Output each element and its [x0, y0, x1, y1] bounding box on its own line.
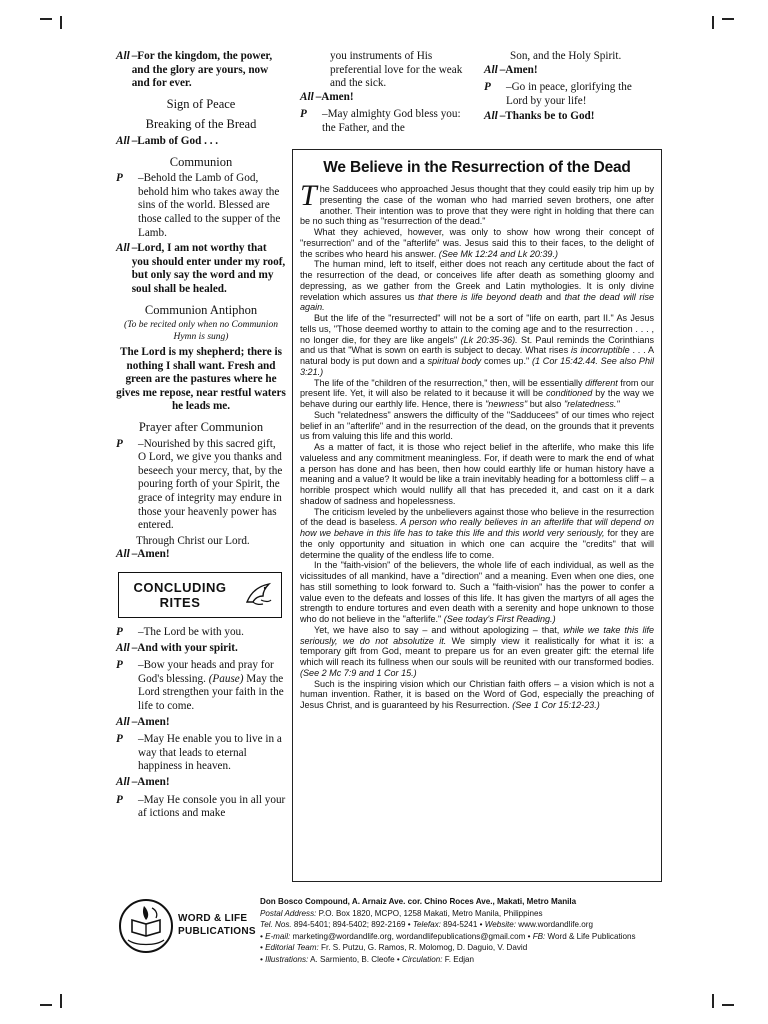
response-amen — [116, 716, 286, 730]
postal-line — [260, 908, 680, 920]
liturgy-column-3 — [484, 50, 654, 126]
article-paragraph — [300, 507, 654, 561]
paragraph-text: from our present life. Yet, it will also be related to it because it will be — [300, 377, 655, 399]
heading-communion: Communion — [169, 154, 233, 169]
emphasis-text: different — [585, 377, 618, 388]
heading-communion-antiphon: Communion Antiphon — [144, 302, 258, 317]
paragraph-text: by the way we behave during our earthly life. Hence, there is — [300, 388, 655, 409]
article-paragraph — [300, 625, 654, 679]
publisher-name-line: PUBLICATIONS — [178, 926, 256, 937]
info-label: Telefax: — [412, 920, 441, 930]
speaker-label: P — [484, 81, 491, 94]
priest-text: –Nourished by this sacred gift, O Lord, we give you thanks and beseech your mercy, that, by the pouring forth of your Spirit, the grace of integrity may endure in those your heavenly power has entered. — [138, 437, 283, 532]
team-line — [260, 942, 680, 954]
article-paragraph — [300, 313, 654, 378]
response-thanks — [484, 110, 654, 124]
drop-cap: T — [300, 179, 317, 212]
email-line — [260, 931, 680, 943]
continued-text: Son, and the Holy Spirit. — [510, 50, 622, 62]
response-text: –Thanks be to God! — [499, 110, 595, 123]
article-paragraph — [300, 560, 654, 625]
article-paragraph — [300, 259, 654, 313]
publisher-name-line: WORD & LIFE — [178, 913, 248, 924]
through-christ: Through Christ our Lord. — [136, 534, 250, 547]
priest-text: –The Lord be with you. — [138, 626, 244, 638]
response-amen — [484, 64, 654, 78]
article-paragraph — [300, 378, 654, 410]
info-label: • Illustrations: — [260, 954, 309, 964]
paragraph-text: Yet, we have also to say – and without apologizing – that, — [314, 624, 560, 635]
crop-mark — [40, 1004, 52, 1006]
speaker-label: P — [116, 172, 123, 185]
publisher-name — [178, 912, 256, 938]
paragraph-text: The life of the "children of the resurrection," then, will be essentially — [314, 377, 583, 388]
response-text: –Amen! — [315, 90, 354, 103]
priest-text — [138, 659, 286, 713]
response-text: –And with your spirit. — [131, 641, 238, 654]
paragraph-text: Such is the inspiring vision which our Christian faith offers – a vision which is not a human invention. Rather, it is based on the Word of God, especially the preaching of Jesus Christ, and is guaranteed by his Resurrection. — [300, 678, 654, 710]
paragraph-text: for they are the only opportunity and situation in which one can acquire the "credits" that will determine the quality of the endless life to come. — [300, 528, 654, 560]
priest-text: –May He enable you to live in a way that leads to eternal happiness in heaven. — [138, 733, 282, 773]
article-title: We Believe in the Resurrection of the Dead — [323, 159, 631, 176]
email-link[interactable]: marketing@wordandlife.org, wordandlifepublications@gmail.com • — [292, 931, 531, 941]
info-label: • E-mail: — [260, 931, 291, 941]
speaker-label: P — [300, 108, 307, 121]
response-lamb — [116, 135, 286, 149]
crop-mark — [60, 16, 62, 29]
priest-text: –Go in peace, glorifying the Lord by your life! — [506, 81, 632, 107]
paragraph-text: In the "faith-vision" of the believers, the whole life of each individual, as well as the vicissitudes of all mankind, have a "direction" and a meaning. Even when one dies, one has still something to look forward to. Such a "faith-vision" has the power to confer a value even to the defeats and losses of this life. It has given the martyrs of all ages the strength to endure tortures and even death with a serenity and hope unknown to those who do not believe in the "afterlife." — [300, 560, 654, 624]
reference-text: (See 2 Mc 7:9 and 1 Cor 15.) — [300, 667, 417, 678]
priest-text: –May He console you in all your af ictions and make — [138, 793, 286, 820]
priest-text-part: May the Lord strengthen your faith in the life to come. — [138, 672, 284, 712]
priest-text-part: –Bow your heads and pray for God's blessing. — [138, 659, 274, 685]
priest-bless — [300, 108, 470, 135]
paragraph-text: The human mind, left to itself, either does not reach any certitude about the fact of the resurrection of the dead, or conceives life after death as something gloomy and depressing, as we gather from the Greek and Latin mythologies. It is only divine revelation which assures us — [300, 259, 654, 302]
info-label: Circulation: — [402, 954, 443, 964]
crop-mark — [722, 1004, 734, 1006]
paragraph-text: comes up." — [483, 356, 530, 366]
emphasis-text: A person who really believes in an afterlife that will depend on how we behave in this life has to take this life and this world very seriously, — [300, 517, 655, 538]
speaker-label: P — [116, 626, 123, 638]
address-line: Don Bosco Compound, A. Arnaiz Ave. cor. Chino Roces Ave., Makati, Metro Manila — [260, 897, 577, 906]
reference-text: (Lk 20:35-36). — [460, 334, 518, 345]
paragraph-text: St. Paul reminds the Corinthians and us that "What is sown on earth is subject to decay. What rises — [300, 334, 654, 356]
website-link[interactable]: www.wordandlife.org — [518, 920, 593, 930]
article-paragraph — [300, 227, 654, 259]
reference-text: (See 1 Cor 15:12-23.) — [512, 700, 600, 710]
dove-icon — [241, 578, 275, 612]
emphasis-text: that there is life beyond death — [418, 291, 543, 302]
word-and-life-logo-icon — [116, 896, 176, 956]
priest-text: –Behold the Lamb of God, behold him who takes away the sins of the world. Blessed are those called to the supper of the Lamb. — [138, 172, 281, 239]
speaker-label: All — [116, 548, 130, 561]
emphasis-text: "newness" — [485, 399, 528, 409]
response-text: –Lord, I am not worthy that you should enter under my roof, but only say the word and my soul shall be healed. — [131, 242, 286, 295]
heading-prayer-after-communion: Prayer after Communion — [138, 420, 264, 435]
emphasis-text: conditioned — [546, 388, 593, 399]
speaker-label: P — [116, 733, 123, 746]
paragraph-text: but also — [529, 399, 562, 409]
info-label: • Editorial Team: — [260, 943, 319, 953]
crop-mark — [712, 16, 714, 29]
paragraph-text: What they achieved, however, was only to show how wrong their concept of "resurrection" and of the "afterlife" was. Jesus said this to their faces, to the delight of the scribes who heard his answer. — [300, 227, 654, 259]
heading-breaking-bread: Breaking of the Bread — [145, 117, 257, 132]
paragraph-text: The criticism leveled by the unbelievers against those who believe in the resurrection of the dead is baseless. — [300, 506, 654, 528]
liturgy-column-1 — [116, 50, 286, 823]
paragraph-text: . . . A natural body is put down and a — [300, 345, 655, 366]
reference-text: (1 Cor 15:42.44. See also Phil 3:21.) — [300, 356, 654, 377]
contact-line — [260, 919, 680, 931]
response-text: –Amen! — [499, 63, 538, 76]
concluding-rites-title: CONCLUDING RITES — [133, 580, 227, 610]
speaker-label: All — [116, 134, 130, 147]
priest-behold — [116, 172, 286, 240]
info-value: P.O. Box 1820, MCPO, 1258 Makati, Metro Manila, Philippines — [318, 908, 543, 918]
speaker-label: All — [116, 775, 130, 788]
illustrations-line — [260, 954, 680, 966]
priest-console — [116, 794, 286, 821]
response-text: –Amen! — [131, 775, 170, 788]
priest-lord-with-you — [116, 626, 286, 640]
article-box — [292, 149, 662, 882]
speaker-label: P — [116, 437, 123, 450]
response-text: –For the kingdom, the power, and the glory are yours, now and for ever. — [131, 50, 273, 90]
paragraph-text: But the life of the "resurrected" will not be a sort of "life on earth, part II." As Jesus tells us, "Those deemed worthy to attain to the coming age and to the resurrection . . . , no longer die, for they are like angels" — [300, 313, 654, 345]
info-value: 894-5241 • — [443, 920, 483, 930]
speaker-label: All — [484, 63, 498, 76]
reference-text: (See Mk 12:24 and Lk 20:39.) — [438, 248, 558, 259]
priest-text: –May almighty God bless you: the Father, and the — [322, 108, 461, 134]
info-label: Website: — [484, 920, 517, 930]
heading-sign-of-peace: Sign of Peace — [166, 96, 236, 111]
speaker-label: All — [300, 90, 314, 103]
continued-text: you instruments of His preferential love for the weak and the sick. — [330, 50, 463, 90]
emphasis-text: that the dead will rise again. — [300, 291, 655, 313]
info-value: Fr. S. Putzu, G. Ramos, R. Molomog, D. Daguio, V. David — [321, 943, 528, 953]
response-kingdom — [116, 50, 286, 91]
response-spirit — [116, 642, 286, 656]
response-amen — [116, 776, 286, 790]
antiphon-note: (To be recited only when no Communion Hymn is sung) — [124, 320, 278, 342]
crop-mark — [40, 18, 52, 20]
response-text: –Lamb of God . . . — [131, 134, 219, 147]
emphasis-text: "relatedness." — [563, 399, 620, 409]
info-value: F. Edjan — [444, 954, 474, 964]
response-amen — [116, 548, 286, 562]
info-value: Word & Life Publications — [547, 931, 636, 941]
response-lord-not-worthy — [116, 242, 286, 296]
emphasis-text: spiritual body — [427, 356, 482, 366]
antiphon-text: The Lord is my shepherd; there is nothing I shall want. Fresh and green are the pastures where he gives me repose, near restful waters he leads me. — [116, 346, 286, 413]
paragraph-text: he Sadducees who approached Jesus thought that they could easily trip him up by presenting the case of the woman who had married seven brothers, one after another. Their intention was to prove that they were right in holding that there can be no such thing as "resurrection of the dead." — [300, 184, 654, 227]
priest-bow — [116, 659, 286, 713]
speaker-label: All — [484, 110, 498, 123]
emphasis-text: is incorruptible — [570, 345, 630, 356]
priest-enable — [116, 733, 286, 774]
paragraph-text: We simply view it realistically for what it is: a temporary gift from God, meant to prepare us for an even greater gift: the eternal life which will reach its fullness when our souls will be reunited with our transformed bodies. — [300, 635, 655, 667]
publisher-footer — [116, 892, 676, 982]
info-label: FB: — [532, 931, 546, 941]
speaker-label: All — [116, 242, 130, 255]
response-amen — [300, 91, 470, 105]
priest-go-in-peace — [484, 81, 654, 108]
response-text: –Amen! — [131, 715, 170, 728]
speaker-label: All — [116, 641, 130, 654]
paragraph-text: and — [545, 291, 561, 302]
crop-mark — [60, 994, 62, 1008]
reference-text: (See today's First Reading.) — [443, 614, 556, 624]
speaker-label: All — [116, 715, 130, 728]
concluding-rites-box — [118, 572, 282, 618]
article-paragraph — [300, 679, 654, 711]
speaker-label: P — [116, 793, 123, 806]
priest-nourished — [116, 438, 286, 533]
crop-mark — [722, 18, 734, 20]
info-label: Tel. Nos. — [260, 920, 292, 930]
response-text: –Amen! — [131, 548, 170, 561]
article-paragraph: As a matter of fact, it is those who reject belief in the afterlife, who make this life valueless and any commitment meaningless. For, if death were to mark the end of what a person has done and has been, then how could earthly life or human history have a meaning and a value? It would be like a train inevitably heading for a bottomless cliff – a horrible prospect which would nullify all that has preceded it, and cast on it a dark shadow of sadness and hopelessness. — [300, 442, 654, 506]
article-paragraph — [300, 179, 654, 227]
info-value: 894-5401; 894-5402; 892-2169 • — [293, 920, 411, 930]
article-paragraph: Such "relatedness" answers the difficulty of the "Sadducees" of our times who reject belief in an "afterlife" and in the resurrection of the dead, on the grounds that it prevents us from valuing this life and this world. — [300, 409, 654, 442]
publisher-info — [260, 896, 680, 966]
speaker-label: P — [116, 659, 123, 672]
pause-note: (Pause) — [208, 672, 244, 685]
info-label: Postal Address: — [260, 908, 317, 918]
liturgy-column-2 — [300, 50, 470, 138]
emphasis-text: while we take this life seriously, we do not absolutize it. — [300, 624, 655, 646]
info-value: A. Sarmiento, B. Cleofe • — [310, 954, 400, 964]
crop-mark — [712, 994, 714, 1008]
speaker-label: All — [116, 50, 130, 62]
